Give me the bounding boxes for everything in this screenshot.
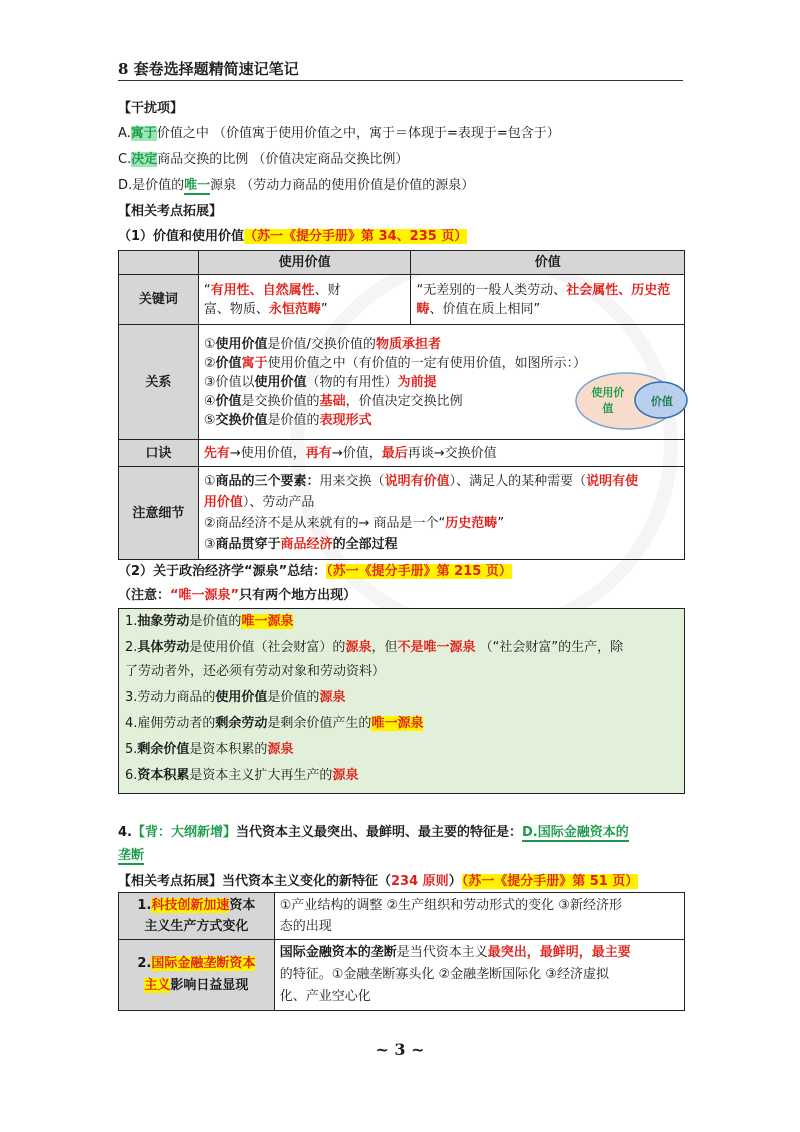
table-row bbox=[119, 440, 685, 467]
interference-heading: 【干扰项】 bbox=[118, 101, 184, 116]
source-item-2: 2.具体劳动是使用价值（社会财富）的源泉，但不是唯一源泉 （“社会财富”的生产，除 bbox=[125, 640, 624, 655]
source-item-3: 3.劳动力商品的使用价值是价值的源泉 bbox=[125, 690, 346, 705]
detail-cell: ①商品的三个要素：用来交换（说明有价值）、满足人的某种需要（说明有使 用价值）、劳动产品 ②商品经济不是从来就有的→ 商品是一个“历史范畴” ③商品贯穿于商品经济的全部过程 bbox=[198, 467, 684, 560]
table-row bbox=[119, 940, 685, 1011]
row-label-relation: 关系 bbox=[119, 325, 199, 440]
relation-line-3: ③价值以使用价值（物的有用性）为前提 bbox=[203, 374, 437, 390]
sources-box bbox=[118, 608, 685, 794]
keyword-value: “无差别的一般人类劳动、社会属性、历史范 畴、价值在质上相同” bbox=[411, 275, 685, 325]
table-row bbox=[119, 893, 685, 940]
option-d: D.是价值的唯一源泉 （劳动力商品的使用价值是价值的源泉） bbox=[118, 178, 475, 193]
venn-outer-label: 使用价值 bbox=[591, 386, 625, 415]
source-item-2-cont: 了劳动者外，还必须有劳动对象和劳动资料） bbox=[125, 664, 386, 679]
keyword-use-value: “有用性、自然属性、财 富、物质、永恒范畴” bbox=[198, 275, 411, 325]
feature-2-label: 2.国际金融垄断资本 主义影响日益显现 bbox=[119, 940, 275, 1011]
col-use-value: 使用价值 bbox=[198, 251, 411, 275]
relation-line-2: ②价值寓于使用价值之中（有价值的一定有使用价值，如图所示：） bbox=[203, 355, 587, 371]
source-item-6: 6.资本积累是资本主义扩大再生产的源泉 bbox=[125, 768, 359, 783]
venn-inner-label: 价值 bbox=[650, 395, 673, 408]
page-header-title: 8 套卷选择题精简速记笔记 bbox=[118, 60, 299, 78]
option-a: A.寓于价值之中 （价值寓于使用价值之中，寓于＝体现于=表现于=包含于） bbox=[118, 126, 560, 141]
table-row bbox=[119, 275, 685, 325]
table-row bbox=[119, 325, 685, 440]
table-header-row bbox=[119, 251, 685, 275]
ext2-title: （2）关于政治经济学“源泉”总结：（苏一《提分手册》第 215 页） bbox=[118, 564, 512, 579]
relation-cell bbox=[198, 325, 684, 440]
header-divider bbox=[118, 80, 683, 81]
page-number: ~ 3 ~ bbox=[375, 1040, 425, 1059]
ext2-note: （注意：“唯一源泉”只有两个地方出现） bbox=[118, 588, 357, 603]
formula-cell: 先有→使用价值，再有→价值，最后再谈→交换价值 bbox=[198, 440, 684, 467]
source-item-4: 4.雇佣劳动者的剩余劳动是剩余价值产生的唯一源泉 bbox=[125, 716, 424, 731]
ext1-heading: 【相关考点拓展】 bbox=[118, 204, 223, 219]
feature-2-desc: 国际金融资本的垄断是当代资本主义最突出，最鲜明，最主要 的特征。①金融垄断寡头化 ②金融垄断国际化 ③经济虚拟 化、产业空心化 bbox=[274, 940, 684, 1011]
value-table bbox=[118, 250, 685, 560]
row-label-keyword: 关键词 bbox=[119, 275, 199, 325]
features-table bbox=[118, 892, 685, 1011]
table-row bbox=[119, 467, 685, 560]
ext1-subtitle: （1）价值和使用价值（苏一《提分手册》第 34、235 页） bbox=[118, 229, 468, 244]
relation-line-1: ①使用价值是价值/交换价值的物质承担者 bbox=[203, 336, 441, 352]
option-c: C.决定商品交换的比例 （价值决定商品交换比例） bbox=[118, 152, 409, 167]
feature-1-desc: ①产业结构的调整 ②生产组织和劳动形式的变化 ③新经济形 态的出现 bbox=[274, 893, 684, 940]
row-label-formula: 口诀 bbox=[119, 440, 199, 467]
relation-line-4: ④价值是交换价值的基础，价值决定交换比例 bbox=[203, 393, 463, 409]
question-4: 4.【背：大纲新增】当代资本主义最突出、最鲜明、最主要的特征是：D.国际金融资本的 bbox=[118, 825, 629, 840]
row-label-detail: 注意细节 bbox=[119, 467, 199, 560]
relation-line-5: ⑤交换价值是价值的表现形式 bbox=[203, 412, 372, 428]
source-item-5: 5.剩余价值是资本积累的源泉 bbox=[125, 742, 294, 757]
ext3-heading: 【相关考点拓展】当代资本主义变化的新特征（234 原则）（苏一《提分手册》第 51 页） bbox=[118, 874, 639, 889]
feature-1-label: 1.科技创新加速资本 主义生产方式变化 bbox=[119, 893, 275, 940]
source-item-1: 1.抽象劳动是价值的唯一源泉 bbox=[125, 614, 294, 629]
col-value: 价值 bbox=[411, 251, 685, 275]
question-4-cont: 垄断 bbox=[118, 848, 145, 863]
